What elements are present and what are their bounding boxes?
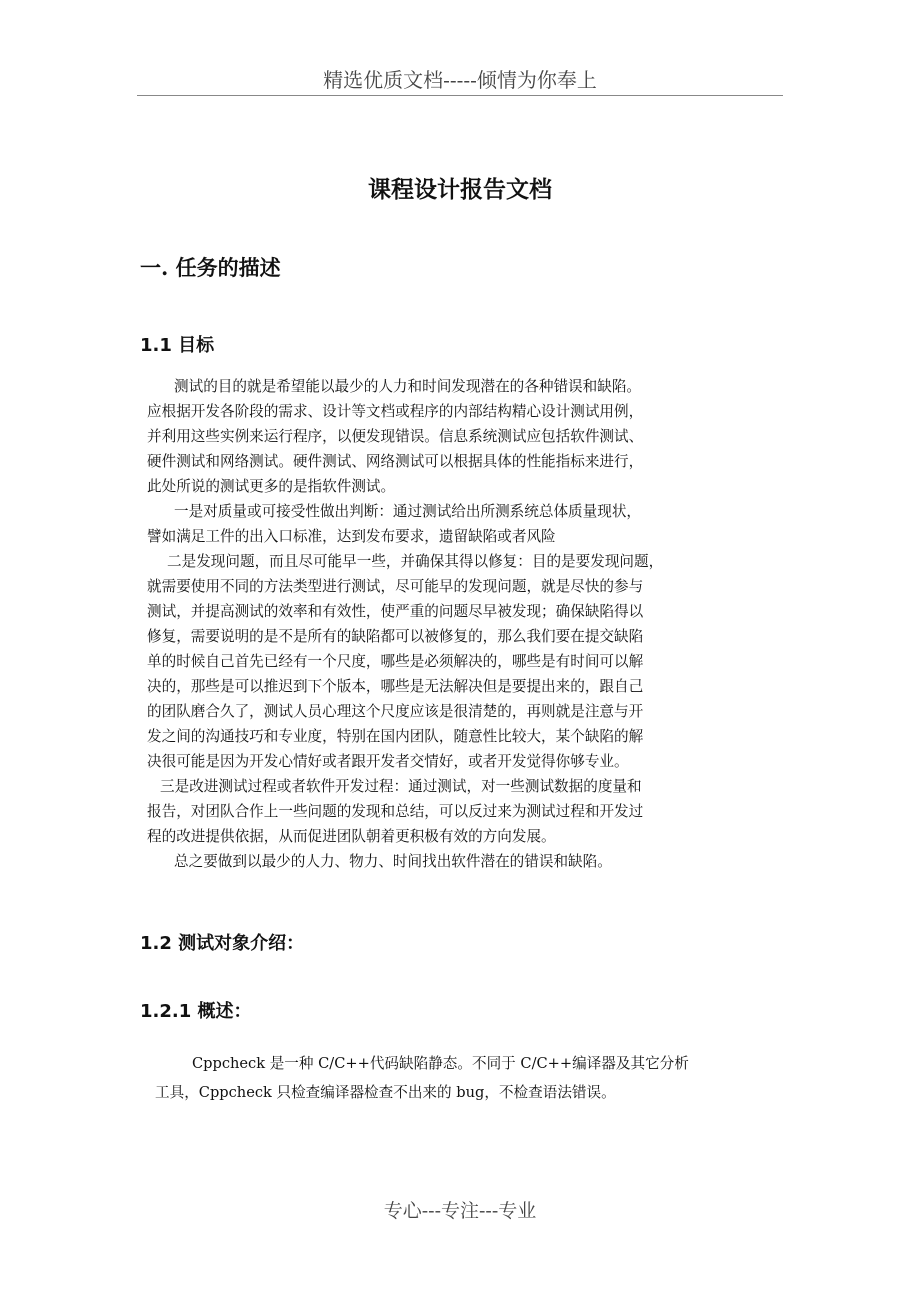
page-header: 精选优质文档-----倾情为你奉上 <box>323 68 597 92</box>
paragraph-line: 此处所说的测试更多的是指软件测试。 <box>147 478 396 495</box>
paragraph-line: 工具，Cppcheck 只检查编译器检查不出来的 bug，不检查语法错误。 <box>155 1084 616 1101</box>
section-1-2-1-heading: 1.2.1 概述： <box>140 1001 252 1022</box>
paragraph-line: 测试，并提高测试的效率和有效性，使严重的问题尽早被发现；确保缺陷得以 <box>147 603 644 620</box>
paragraph-line: 并利用这些实例来运行程序，以便发现错误。信息系统测试应包括软件测试、 <box>147 428 644 445</box>
paragraph-line: 修复，需要说明的是不是所有的缺陷都可以被修复的，那么我们要在提交缺陷 <box>147 628 644 645</box>
paragraph-line: 决很可能是因为开发心情好或者跟开发者交情好，或者开发觉得你够专业。 <box>147 753 629 770</box>
paragraph-line: 应根据开发各阶段的需求、设计等文档或程序的内部结构精心设计测试用例， <box>147 403 644 420</box>
paragraph-line: 就需要使用不同的方法类型进行测试，尽可能早的发现问题，就是尽快的参与 <box>147 578 644 595</box>
page-footer: 专心---专注---专业 <box>383 1200 537 1222</box>
paragraph-line: 测试的目的就是希望能以最少的人力和时间发现潜在的各种错误和缺陷。 <box>174 378 642 395</box>
paragraph-line: Cppcheck 是一种 C/C++代码缺陷静态。不同于 C/C++编译器及其它分析 <box>192 1055 689 1072</box>
paragraph-line: 程的改进提供依据，从而促进团队朝着更积极有效的方向发展。 <box>147 828 556 845</box>
section-1-heading: 一. 任务的描述 <box>140 255 281 280</box>
paragraph-line: 总之要做到以最少的人力、物力、时间找出软件潜在的错误和缺陷。 <box>174 853 612 870</box>
paragraph-line: 单的时候自己首先已经有一个尺度，哪些是必须解决的，哪些是有时间可以解 <box>147 653 644 670</box>
paragraph-line: 一是对质量或可接受性做出判断：通过测试给出所测系统总体质量现状， <box>174 503 642 520</box>
paragraph-line: 报告，对团队合作上一些问题的发现和总结，可以反过来为测试过程和开发过 <box>147 803 644 820</box>
paragraph-line: 硬件测试和网络测试。硬件测试、网络测试可以根据具体的性能指标来进行， <box>147 453 644 470</box>
section-1-1-heading: 1.1 目标 <box>140 335 215 356</box>
paragraph-line: 譬如满足工件的出入口标准，达到发布要求，遗留缺陷或者风险 <box>147 528 556 545</box>
document-title: 课程设计报告文档 <box>368 176 552 203</box>
paragraph-line: 的团队磨合久了，测试人员心理这个尺度应该是很清楚的，再则就是注意与开 <box>147 703 644 720</box>
paragraph-line: 二是发现问题，而且尽可能早一些，并确保其得以修复：目的是要发现问题， <box>167 553 664 570</box>
paragraph-line: 决的，那些是可以推迟到下个版本，哪些是无法解决但是要提出来的，跟自己 <box>147 678 644 695</box>
header-divider <box>137 95 783 96</box>
paragraph-line: 三是改进测试过程或者软件开发过程：通过测试，对一些测试数据的度量和 <box>160 778 642 795</box>
section-1-2-heading: 1.2 测试对象介绍： <box>140 933 305 954</box>
paragraph-line: 发之间的沟通技巧和专业度，特别在国内团队，随意性比较大，某个缺陷的解 <box>147 728 644 745</box>
